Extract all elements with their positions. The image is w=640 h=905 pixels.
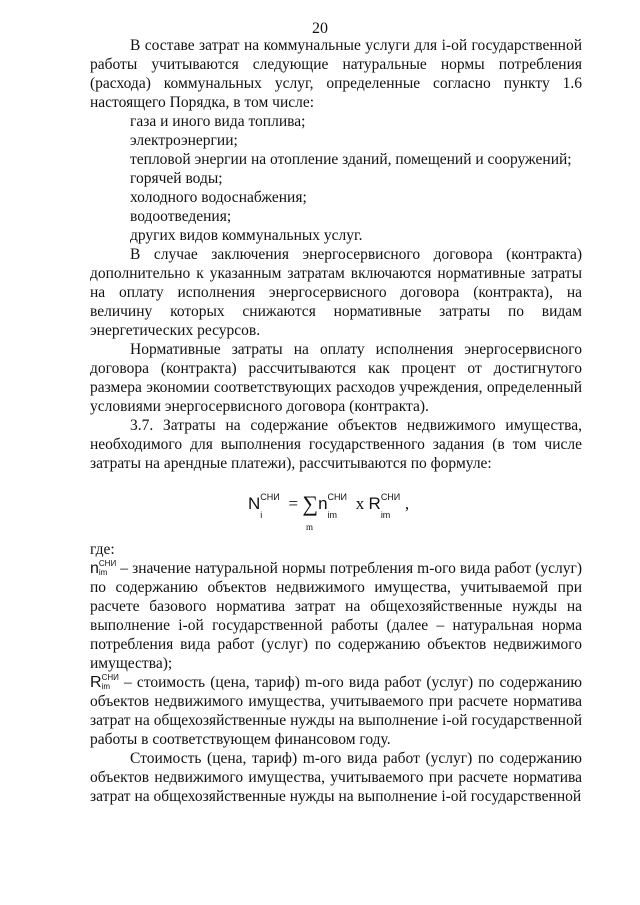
formula-equals: = bbox=[288, 494, 299, 513]
list-item: водоотведения; bbox=[130, 208, 232, 225]
formula-n-sup: СНИ bbox=[327, 492, 347, 502]
formula-R-index bbox=[381, 492, 405, 520]
formula-R-sup: СНИ bbox=[380, 492, 401, 502]
where-label: где: bbox=[90, 541, 115, 558]
def-r-index bbox=[102, 673, 119, 691]
formula-expression bbox=[248, 491, 410, 532]
def-r-symbol: R bbox=[90, 674, 102, 691]
formula-comma: , bbox=[404, 494, 410, 513]
formula-N-sup: СНИ bbox=[260, 492, 280, 502]
list-item: других видов коммунальных услуг. bbox=[130, 227, 363, 244]
formula-n: n bbox=[318, 494, 328, 513]
formula-n-sub: im bbox=[327, 510, 338, 520]
def-r-sup: СНИ bbox=[101, 673, 119, 682]
definition-n bbox=[90, 559, 582, 673]
formula-N-index bbox=[260, 492, 284, 520]
def-r-text: – стоимость (цена, тариф) m-ого вида работ (услуг) по содержанию объектов недвижимого имущества, учитываемого при расчете норматива затрат на общехозяйственные нужды на выполнение i-ой государственной работы в соответствующем финансовом году. bbox=[90, 674, 582, 748]
paragraph-energy-costs: Нормативные затраты на оплату исполнения энергосервисного договора (контракта) рассчитываются как процент от достигнутого размера экономии соответствующих расходов учреждения, определенный условиями энергосервисного договора (контракта). bbox=[90, 341, 582, 415]
def-n-index bbox=[99, 559, 116, 577]
list-item: газа и иного вида топлива; bbox=[130, 113, 306, 130]
formula-times: x bbox=[355, 494, 365, 513]
def-n-text: – значение натуральной нормы потребления m-ого вида работ (услуг) по содержанию объектов недвижимого имущества, учитываемой при расчете базового норматива затрат на общехозяйственные нужды на выполнение i-ой государственной работы (далее – натуральная норма потребления вида работ (услуг) по содержанию объектов недвижимого имущества); bbox=[90, 560, 583, 672]
document-body bbox=[90, 36, 582, 806]
list-item: холодного водоснабжения; bbox=[130, 189, 307, 206]
def-r-sub: im bbox=[101, 682, 111, 691]
paragraph-energy-contract: В случае заключения энергосервисного договора (контракта) дополнительно к указанным затратам включаются нормативные затраты на оплату исполнения энергосервисного договора (контракта), на величину которых снижаются нормативные затраты по видам энергетических ресурсов. bbox=[90, 246, 582, 339]
formula-n-index bbox=[328, 492, 352, 520]
list-item: электроэнергии; bbox=[130, 132, 238, 149]
formula-N: N bbox=[248, 494, 261, 513]
utility-list bbox=[90, 112, 582, 245]
paragraph-cost: Стоимость (цена, тариф) m-ого вида работ (услуг) по содержанию объектов недвижимого имущества, учитываемого при расчете норматива затрат на общехозяйственные нужды на выполнение i-ой государственной bbox=[90, 750, 582, 805]
formula-sigma-sub: m bbox=[306, 522, 314, 532]
def-n-sub: im bbox=[98, 568, 108, 577]
formula bbox=[90, 492, 582, 536]
def-n-symbol: n bbox=[90, 560, 99, 577]
formula-N-sub: i bbox=[260, 510, 263, 520]
formula-R: R bbox=[368, 494, 381, 513]
definition-r bbox=[90, 673, 582, 749]
formula-sigma: ∑ bbox=[302, 491, 319, 516]
list-item: горячей воды; bbox=[130, 170, 223, 187]
list-item: тепловой энергии на отопление зданий, помещений и сооружений; bbox=[130, 151, 572, 168]
paragraph-3-7: 3.7. Затраты на содержание объектов недвижимого имущества, необходимого для выполнения государственного задания (в том числе затраты на арендные платежи), рассчитываются по формуле: bbox=[90, 417, 582, 472]
paragraph-utilities: В составе затрат на коммунальные услуги для i-ой государственной работы учитываются следующие натуральные нормы потребления (расхода) коммунальных услуг, определенные согласно пункту 1.6 настоящего Порядка, в том числе: bbox=[90, 37, 582, 111]
formula-R-sub: im bbox=[380, 510, 391, 520]
page-number: 20 bbox=[312, 20, 328, 37]
def-n-sup: СНИ bbox=[98, 559, 117, 568]
